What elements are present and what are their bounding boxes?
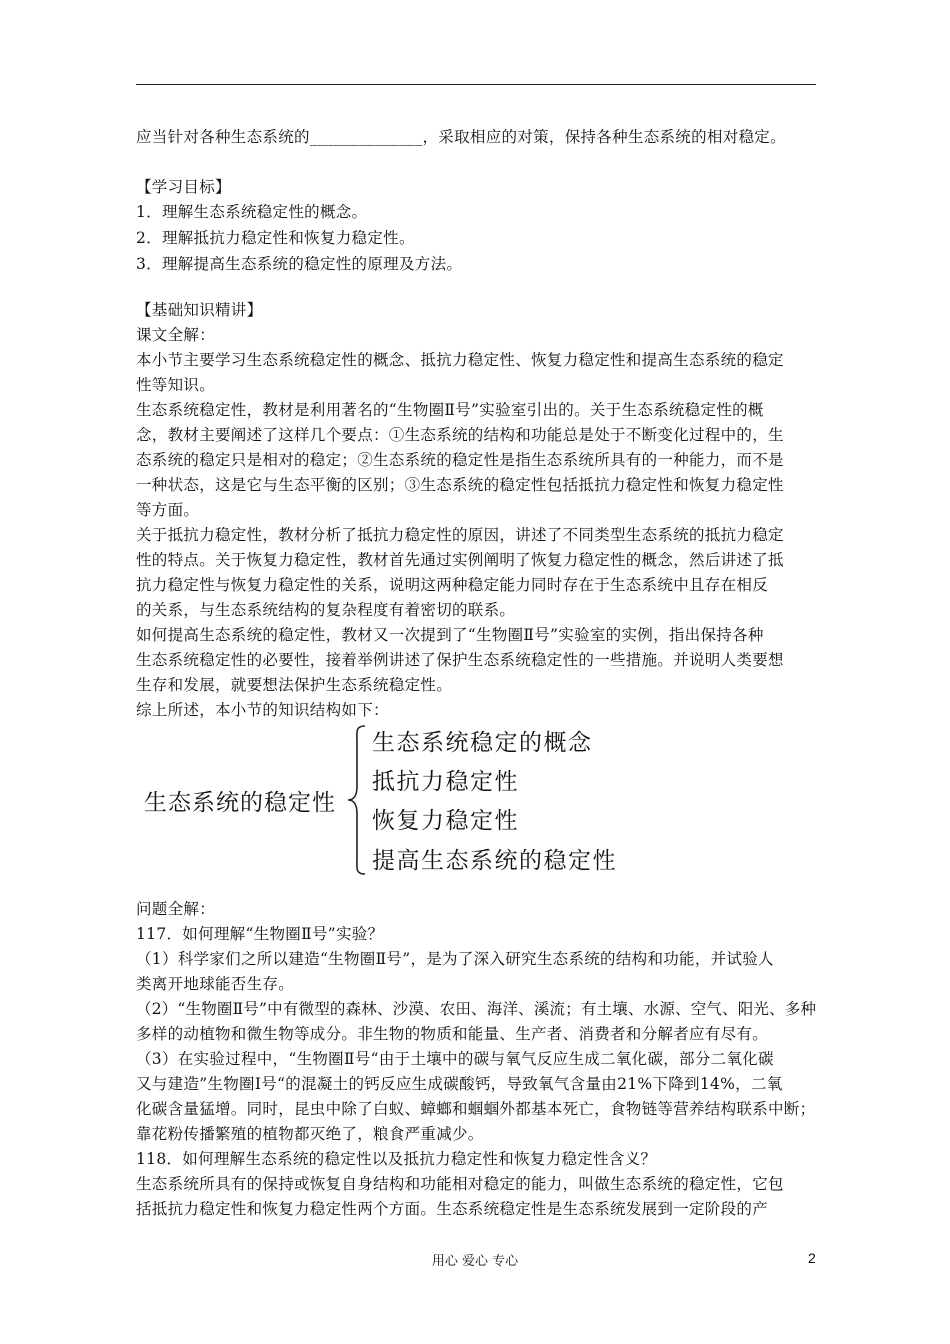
question-heading: 117．如何理解“生物圈Ⅱ号”实验？ xyxy=(136,925,384,943)
footer-motto: 用心 爱心 专心 xyxy=(431,1254,519,1269)
text-line: 念，教材主要阐述了这样几个要点：①生态系统的结构和功能总是处于不断变化过程中的，生 xyxy=(136,426,784,444)
text-line: 关于抵抗力稳定性，教材分析了抵抗力稳定性的原因，讲述了不同类型生态系统的抵抗力稳定 xyxy=(136,526,784,544)
text-line: 等方面。 xyxy=(136,501,200,519)
text-line: 应当针对各种生态系统的______________，采取相应的对策，保持各种生态系统的相对稳定。 xyxy=(136,128,786,146)
section-heading: 问题全解： xyxy=(136,900,216,918)
text-line: 又与建造”生物圈Ⅰ号“的混凝土的钙反应生成碳酸钙，导致氧气含量由21%下降到14%，二氧 xyxy=(136,1075,783,1093)
text-line: 态系统的稳定只是相对的稳定；②生态系统的稳定性是指生态系统所具有的一种能力，而不是 xyxy=(136,451,784,469)
text-line: 如何提高生态系统的稳定性，教材又一次提到了“生物圈Ⅱ号”实验室的实例，指出保持各种 xyxy=(136,626,764,644)
knowledge-structure-diagram xyxy=(140,722,660,882)
text-line: 抗力稳定性与恢复力稳定性的关系，说明这两种稳定能力同时存在于生态系统中且存在相反 xyxy=(136,576,769,594)
section-heading: 【学习目标】 xyxy=(136,178,231,196)
text-line: 性等知识。 xyxy=(136,376,216,394)
text-line: 一种状态，这是它与生态平衡的区别；③生态系统的稳定性包括抵抗力稳定性和恢复力稳定性 xyxy=(136,476,784,494)
text-line: 课文全解： xyxy=(136,326,216,344)
section-heading: 【基础知识精讲】 xyxy=(136,301,263,319)
text-line: 1．理解生态系统稳定性的概念。 xyxy=(136,203,368,221)
text-line: （2）“生物圈Ⅱ号”中有微型的森林、沙漠、农田、海洋、溪流；有土壤、水源、空气、阳光、多种 xyxy=(136,1000,817,1018)
diagram-item: 恢复力稳定性 xyxy=(372,808,519,834)
text-line: 括抵抗力稳定性和恢复力稳定性两个方面。生态系统稳定性是生态系统发展到一定阶段的产 xyxy=(136,1200,769,1218)
brace-icon xyxy=(345,724,369,876)
text-line: 生态系统稳定性，教材是利用著名的“生物圈Ⅱ号”实验室引出的。关于生态系统稳定性的概 xyxy=(136,401,764,419)
text-line: 综上所述，本小节的知识结构如下： xyxy=(136,701,389,719)
text-line: 生态系统所具有的保持或恢复自身结构和功能相对稳定的能力，叫做生态系统的稳定性，它包 xyxy=(136,1175,784,1193)
diagram-item: 抵抗力稳定性 xyxy=(372,769,519,795)
text-line: 多样的动植物和微生物等成分。非生物的物质和能量、生产者、消费者和分解者应有尽有。 xyxy=(136,1025,769,1043)
diagram-root-label: 生态系统的稳定性 xyxy=(144,790,336,816)
diagram-item: 生态系统稳定的概念 xyxy=(372,730,593,756)
header-rule xyxy=(136,84,816,85)
text-line: 化碳含量猛增。同时，昆虫中除了白蚁、蟑螂和蝈蝈外都基本死亡，食物链等营养结构联系中断； xyxy=(136,1100,816,1118)
text-line: （1）科学家们之所以建造“生物圈Ⅱ号”，是为了深入研究生态系统的结构和功能，并试验人 xyxy=(136,950,774,968)
text-line: 类离开地球能否生存。 xyxy=(136,975,295,993)
text-line: 生存和发展，就要想法保护生态系统稳定性。 xyxy=(136,676,453,694)
text-line: 性的特点。关于恢复力稳定性，教材首先通过实例阐明了恢复力稳定性的概念，然后讲述了抵 xyxy=(136,551,784,569)
text-line: 靠花粉传播繁殖的植物都灭绝了，粮食严重减少。 xyxy=(136,1125,484,1143)
text-line: 3．理解提高生态系统的稳定性的原理及方法。 xyxy=(136,255,463,273)
page-number: 2 xyxy=(808,1250,816,1266)
text-line: 本小节主要学习生态系统稳定性的概念、抵抗力稳定性、恢复力稳定性和提高生态系统的稳定 xyxy=(136,351,784,369)
diagram-item: 提高生态系统的稳定性 xyxy=(372,848,617,874)
text-line: （3）在实验过程中，“生物圈Ⅱ号“由于土壤中的碳与氧气反应生成二氧化碳，部分二氧化碳 xyxy=(136,1050,774,1068)
text-line: 生态系统稳定性的必要性，接着举例讲述了保护生态系统稳定性的一些措施。并说明人类要想 xyxy=(136,651,784,669)
text-line: 2．理解抵抗力稳定性和恢复力稳定性。 xyxy=(136,229,415,247)
text-line: 的关系，与生态系统结构的复杂程度有着密切的联系。 xyxy=(136,601,516,619)
question-heading: 118．如何理解生态系统的稳定性以及抵抗力稳定性和恢复力稳定性含义？ xyxy=(136,1150,657,1168)
